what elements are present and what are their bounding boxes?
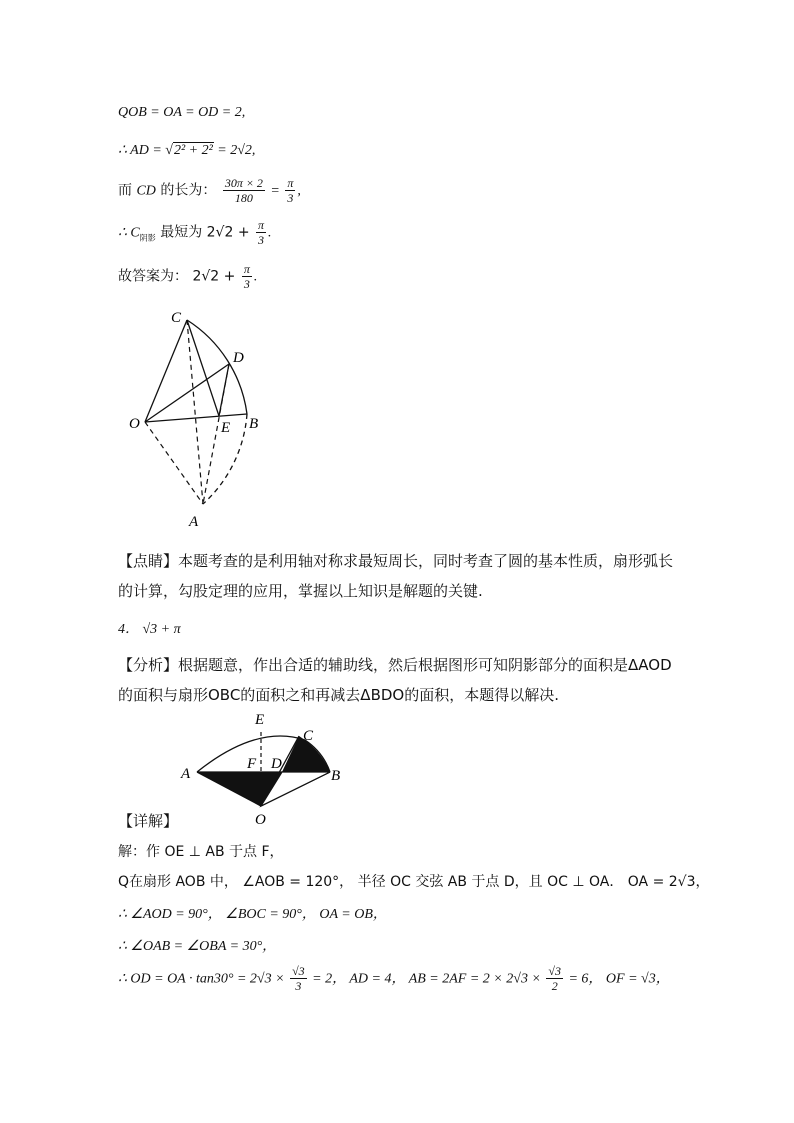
- ad-prefix: ∴ AD =: [118, 143, 166, 158]
- perimeter-subscript: 阴影: [139, 233, 156, 243]
- arc-fraction-2: [285, 176, 295, 205]
- line-arc-length: 而 CD 的长为： $\frac{30\pi \times 2}{180}$ = $\frac{\pi}{3}$ ,: [118, 176, 301, 205]
- segment-ce: [187, 320, 219, 416]
- arc-prefix: 而: [118, 182, 137, 199]
- arc-frac-den: 180: [234, 191, 253, 205]
- step5-prefix: ∴ OD = OA · tan30° = 2√3 ×: [118, 971, 289, 987]
- step5-fraction-2: [546, 964, 563, 993]
- perimeter-prefix: ∴ C: [118, 225, 140, 241]
- answer-frac-num: π: [243, 262, 250, 276]
- arc-frac2-num: π: [287, 176, 294, 190]
- step1-text: 解：作 OE ⊥ AB 于点 F，: [118, 844, 284, 860]
- answer-prefix: 故答案为： 2√2 +: [118, 268, 240, 285]
- arc-mid-text: 的长为：: [155, 182, 217, 199]
- line-given-radii: [118, 102, 245, 123]
- arc-frac-num: 30π × 2: [224, 176, 263, 190]
- q4-text: 4． √3 + π: [118, 622, 181, 637]
- solution-step-5: [118, 964, 670, 993]
- step5-f2-num: √3: [548, 964, 561, 978]
- figure-sector-reflection: [125, 300, 285, 540]
- solution-step-1: [118, 842, 284, 862]
- fenxi-paragraph: 【分析】根据题意，作出合适的辅助线，然后根据图形可知阴影部分的面积是ΔAOD的面积与扇形OBC的面积之和再减去ΔBDO的面积，本题得以解决.: [118, 656, 672, 704]
- segment-oa-dashed: [145, 422, 203, 504]
- label2-a: A: [181, 766, 191, 782]
- segment-oc: [145, 320, 187, 422]
- ad-radicand: 2² + 2²: [173, 143, 213, 158]
- solution-step-3: [118, 904, 387, 925]
- label2-f: F: [247, 756, 257, 772]
- step5-fraction-1: [290, 964, 307, 993]
- label2-d: D: [271, 756, 282, 772]
- line-shortest-perimeter: ∴ $C_{阴影}$ 最短为 2√2 + $\frac{\pi}{3}$ .: [118, 218, 272, 247]
- arc-fraction: [223, 176, 265, 205]
- xiangjie-heading: 【详解】: [118, 812, 179, 830]
- step4-text: ∴ ∠OAB = ∠OBA = 30°，: [118, 939, 277, 954]
- perimeter-fraction: [256, 218, 266, 247]
- perimeter-frac-num: π: [258, 218, 265, 232]
- given-radii-text: QOB = OA = OD = 2,: [118, 105, 246, 120]
- step3-text: ∴ ∠AOD = 90°， ∠BOC = 90°， OA = OB，: [118, 907, 387, 922]
- ad-result: = 2√2,: [213, 143, 256, 158]
- label2-b: B: [331, 768, 341, 784]
- arc-frac2-den: 3: [287, 191, 294, 205]
- label2-e: E: [255, 712, 265, 728]
- question-4-answer: [118, 618, 181, 640]
- label-o: O: [129, 416, 140, 432]
- step2-text: Q在扇形 AOB 中， ∠AOB = 120°， 半径 OC 交弦 AB 于点 D，且 OC ⊥ OA． OA = 2√3，: [118, 874, 710, 890]
- dianjing-paragraph: 【点睛】本题考查的是利用轴对称求最短周长，同时考查了圆的基本性质，扇形弧长的计算，勾股定理的应用，掌握以上知识是解题的关键.: [118, 552, 674, 600]
- perimeter-frac-den: 3: [258, 233, 265, 247]
- step5-f1-den: 3: [295, 979, 302, 993]
- label-b: B: [249, 416, 259, 432]
- label-a: A: [189, 514, 199, 530]
- arc-label: CD: [136, 183, 156, 199]
- step5-post: = 6， OF = √3，: [564, 971, 670, 987]
- label-e: E: [221, 420, 231, 436]
- label-d: D: [233, 350, 244, 366]
- answer-frac-den: 3: [243, 277, 250, 291]
- answer-fraction: [242, 262, 252, 291]
- label2-c: C: [303, 728, 314, 744]
- solution-step-4: [118, 936, 276, 957]
- perimeter-mid: 最短为 2√2 +: [155, 224, 255, 241]
- step5-f1-num: √3: [292, 964, 305, 978]
- line-ad-length: ∴ AD = √2² + 2² = 2√2,: [118, 143, 256, 158]
- arc-eq: =: [266, 183, 284, 199]
- arc-cdb: [187, 320, 247, 414]
- line-answer: 故答案为： 2√2 + $\frac{\pi}{3}$ .: [118, 262, 258, 291]
- step5-f2-den: 2: [551, 979, 558, 993]
- solution-step-2: [118, 872, 710, 892]
- label-c: C: [171, 310, 182, 326]
- label2-o: O: [255, 812, 266, 828]
- step5-mid: = 2， AD = 4， AB = 2AF = 2 × 2√3 ×: [308, 971, 545, 987]
- segment-ca-dashed: [187, 320, 203, 504]
